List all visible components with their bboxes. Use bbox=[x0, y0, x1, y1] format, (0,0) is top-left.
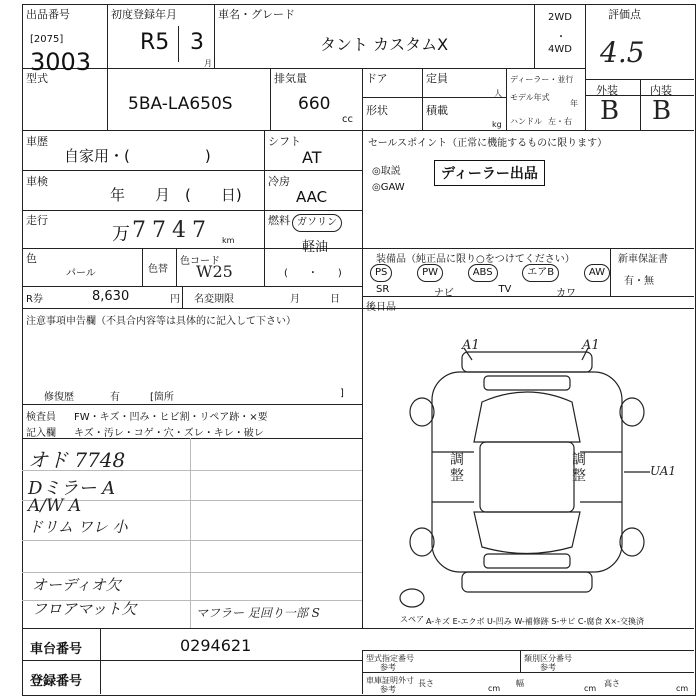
ac-value: AAC bbox=[296, 188, 328, 206]
length-label: 長さ bbox=[418, 679, 434, 688]
month-value: 3 bbox=[190, 30, 204, 55]
legend-codes: A-キズ E-エクボ U-凹み W-補修跡 S-サビ C-腐食 X×-交換済 bbox=[426, 617, 644, 626]
notes-label: 注意事項申告欄（不具合内容等は具体的に記入して下さい） bbox=[26, 316, 296, 327]
divider bbox=[22, 404, 362, 405]
equip-item: ナビ bbox=[433, 288, 454, 299]
handle-value: 左・右 bbox=[548, 117, 572, 126]
shift-value: AT bbox=[302, 148, 322, 167]
divider bbox=[362, 404, 363, 628]
fuel-paren: ( ・ ) bbox=[284, 268, 342, 279]
era-value: R5 bbox=[140, 30, 170, 55]
divider bbox=[362, 248, 694, 249]
legend-text: キズ・汚レ・コゲ・穴・ズレ・キレ・破レ bbox=[74, 428, 264, 439]
width-label: 幅 bbox=[516, 679, 524, 688]
repair-location: [箇所 bbox=[150, 392, 174, 403]
note-muffler: マフラー 足回り一部 S bbox=[196, 606, 320, 620]
class-label: 類別区分番号 bbox=[524, 654, 572, 663]
capacity-unit: 人 bbox=[494, 89, 502, 98]
interior-label: 内装 bbox=[650, 84, 672, 97]
divider bbox=[22, 130, 694, 131]
divider bbox=[22, 210, 362, 211]
equipment-row1 bbox=[370, 264, 610, 282]
mileage-prefix: 万 bbox=[112, 224, 130, 245]
equipment-row2 bbox=[376, 284, 576, 299]
divider bbox=[22, 572, 362, 573]
note-audio: オーディオ欠 bbox=[32, 576, 121, 594]
divider bbox=[506, 68, 507, 130]
divider bbox=[22, 540, 362, 541]
divider bbox=[270, 68, 271, 130]
diagram-ua1: UA1 bbox=[650, 464, 677, 478]
chassis-label: 車台番号 bbox=[30, 642, 83, 657]
registration-label: 登録番号 bbox=[30, 674, 83, 689]
divider bbox=[22, 286, 362, 287]
diagram-a1-left: A1 bbox=[462, 338, 480, 353]
model-name: タント カスタムX bbox=[320, 35, 449, 54]
color-code-label: 色コード bbox=[180, 256, 220, 267]
usage-label: 車歴 bbox=[26, 135, 48, 148]
color-change-label: 色替 bbox=[148, 264, 168, 275]
reference-label-3: 参考 bbox=[380, 685, 396, 694]
length-unit: cm bbox=[488, 684, 501, 693]
lot-code: [2075] bbox=[30, 34, 64, 45]
title-change-value: 月 日 bbox=[290, 294, 340, 305]
divider bbox=[610, 248, 611, 296]
equip-item: エアB bbox=[522, 264, 559, 282]
shift-label: シフト bbox=[268, 135, 301, 148]
divider bbox=[362, 650, 694, 651]
inspection-label: 車検 bbox=[26, 175, 48, 188]
handle-label: ハンドル bbox=[510, 117, 542, 126]
rating-value: 4.5 bbox=[600, 36, 645, 69]
mileage-label: 走行 bbox=[26, 214, 48, 227]
equip-item: SR bbox=[376, 284, 390, 295]
load-label: 積載 bbox=[426, 104, 448, 117]
divider bbox=[22, 628, 694, 629]
divider bbox=[142, 248, 143, 286]
note-mirror: Dミラー A bbox=[28, 478, 116, 499]
divider bbox=[585, 4, 586, 130]
interior-grade: B bbox=[652, 96, 672, 126]
gaw-item: ◎GAW bbox=[372, 182, 405, 193]
lot-label: 出品番号 bbox=[26, 8, 70, 21]
recycle-label: R券 bbox=[26, 294, 43, 305]
manual-item: ◎取説 bbox=[372, 166, 401, 177]
note-trim: ドリム ワレ 小 bbox=[28, 518, 128, 536]
ac-label: 冷房 bbox=[268, 175, 290, 188]
divider bbox=[176, 248, 177, 286]
rating-label: 評価点 bbox=[608, 8, 641, 21]
divider bbox=[640, 79, 641, 130]
height-label: 高さ bbox=[604, 679, 620, 688]
diagram-a1-right: A1 bbox=[582, 338, 600, 353]
load-unit: kg bbox=[492, 120, 502, 129]
repair-label: 修復歴 bbox=[44, 392, 74, 403]
diagram-adjust-right: 調整 bbox=[572, 452, 586, 484]
year-unit: 年 bbox=[570, 99, 578, 108]
circle-icon: ◎ bbox=[372, 166, 381, 177]
chassis-value: 0294621 bbox=[180, 636, 252, 655]
divider bbox=[362, 68, 363, 308]
divider bbox=[422, 68, 423, 130]
selling-label: セールスポイント（正常に機能するものに限ります） bbox=[368, 138, 608, 149]
equip-item: PW bbox=[417, 264, 443, 282]
dealer-label: ディーラー・並行 bbox=[510, 75, 574, 84]
lot-number: 3003 bbox=[30, 48, 92, 76]
fuel-label: 燃料 bbox=[268, 214, 290, 227]
garage-ref-label: 車庫証明外寸 bbox=[366, 676, 414, 685]
equip-item: ABS bbox=[468, 264, 498, 282]
spare-label: スペア bbox=[400, 615, 424, 624]
fuel-value: ガソリン bbox=[292, 214, 342, 232]
divider bbox=[22, 308, 694, 309]
recycle-unit: 円 bbox=[170, 294, 180, 305]
cc-label: 排気量 bbox=[274, 72, 307, 85]
dealer-badge: ディーラー出品 bbox=[434, 160, 545, 186]
equip-item: カワ bbox=[555, 288, 576, 299]
note-floormat: フロアマット欠 bbox=[32, 600, 137, 618]
divider bbox=[100, 628, 101, 694]
height-unit: cm bbox=[676, 684, 689, 693]
divider bbox=[264, 130, 265, 286]
color-code-value: W25 bbox=[196, 262, 233, 281]
door-label: ドア bbox=[366, 72, 388, 85]
mileage-unit: km bbox=[222, 236, 235, 245]
type-value: 5BA-LA650S bbox=[128, 94, 233, 114]
car-diagram bbox=[392, 332, 672, 622]
model-year-label: モデル年式 bbox=[510, 93, 550, 102]
repair-value: 有 bbox=[110, 392, 120, 403]
warranty-value: 有・無 bbox=[624, 276, 654, 287]
divider bbox=[534, 4, 535, 68]
reference-label-2: 参考 bbox=[540, 663, 556, 672]
divider bbox=[22, 170, 362, 171]
wd4-label: 4WD bbox=[548, 44, 572, 55]
cc-unit: cc bbox=[342, 114, 353, 125]
month-unit: 月 bbox=[204, 59, 212, 68]
first-reg-label: 初度登録年月 bbox=[111, 8, 177, 21]
color-label: 色 bbox=[26, 252, 37, 265]
shape-label: 形状 bbox=[366, 104, 388, 117]
divider bbox=[362, 97, 506, 98]
divider bbox=[520, 650, 521, 672]
divider bbox=[107, 68, 108, 130]
divider bbox=[182, 286, 183, 308]
divider bbox=[214, 4, 215, 68]
repair-end: ] bbox=[340, 388, 344, 399]
after-items-label: 後日品 bbox=[366, 302, 396, 313]
inspection-value: 年 月 ( 日) bbox=[110, 186, 242, 204]
fuel-alt: 軽油 bbox=[302, 240, 329, 255]
wd-dot: ・ bbox=[556, 32, 566, 43]
exterior-label: 外装 bbox=[596, 84, 618, 97]
title-change-label: 名変期限 bbox=[194, 294, 234, 305]
type-label: 型式 bbox=[26, 72, 48, 85]
note-odometer: オド 7748 bbox=[28, 448, 126, 472]
inspector-text: FW・キズ・凹み・ヒビ割・リペア跡・×要 bbox=[74, 412, 268, 423]
inspector-label: 検査員 bbox=[26, 412, 56, 423]
circle-icon: ◎ bbox=[372, 182, 381, 193]
divider bbox=[107, 4, 108, 68]
warranty-label: 新車保証書 bbox=[618, 254, 668, 265]
divider bbox=[362, 672, 694, 673]
cc-value: 660 bbox=[298, 94, 331, 114]
type-designation-label: 型式指定番号 bbox=[366, 654, 414, 663]
mileage-value: 7747 bbox=[132, 218, 212, 243]
note-aw: A/W A bbox=[28, 496, 82, 516]
color-value: パール bbox=[66, 268, 96, 279]
divider bbox=[362, 308, 363, 408]
exterior-grade: B bbox=[600, 96, 620, 126]
equip-item: TV bbox=[498, 284, 512, 295]
equip-item: PS bbox=[370, 264, 392, 282]
divider bbox=[22, 660, 362, 661]
reference-label-1: 参考 bbox=[380, 663, 396, 672]
diagram-adjust-left: 調整 bbox=[450, 452, 464, 484]
capacity-label: 定員 bbox=[426, 72, 448, 85]
usage-value: 自家用・( ) bbox=[64, 147, 211, 165]
divider bbox=[178, 26, 179, 62]
equipment-label: 装備品（純正品に限り○をつけてください） bbox=[376, 254, 575, 265]
divider bbox=[190, 438, 191, 628]
recycle-value: 8,630 bbox=[92, 289, 130, 304]
wd2-label: 2WD bbox=[548, 12, 572, 23]
equip-item: AW bbox=[584, 264, 610, 282]
width-unit: cm bbox=[584, 684, 597, 693]
legend-label: 記入欄 bbox=[26, 428, 56, 439]
model-label: 車名・グレード bbox=[218, 8, 295, 21]
